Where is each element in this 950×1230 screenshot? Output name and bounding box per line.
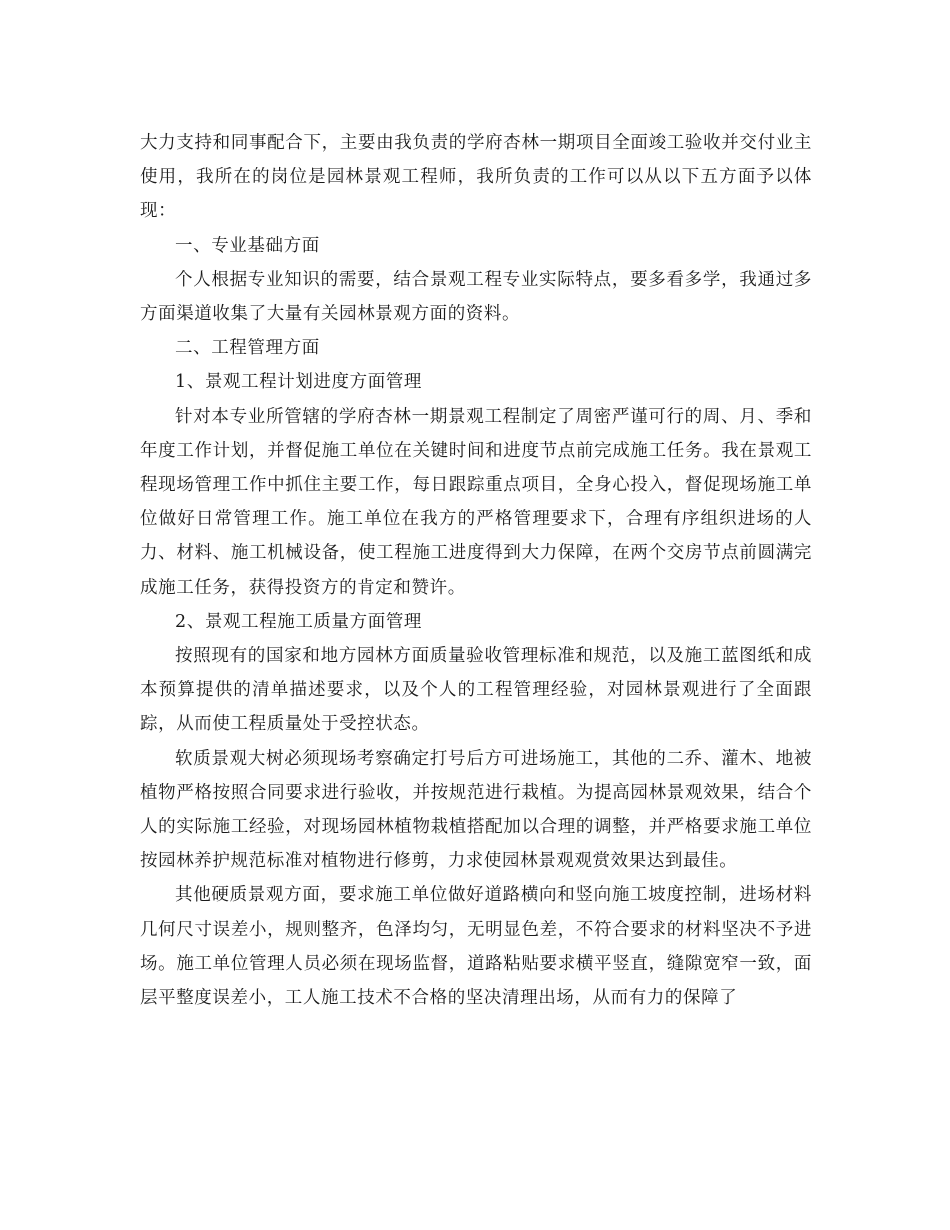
paragraph-schedule-management: 针对本专业所管辖的学府杏林一期景观工程制定了周密严谨可行的周、月、季和年度工作计划，并督促施工单位在关键时间和进度节点前完成施工任务。我在景观工程现场管理工作中抓住主要工作，每日跟踪重点项目，全身心投入，督促现场施工单位做好日常管理工作。施工单位在我方的严格管理要求下，合理有序组织进场的人力、材料、施工机械设备，使工程施工进度得到大力保障，在两个交房节点前圆满完成施工任务，获得投资方的肯定和赞许。 (140, 406, 812, 598)
subheading-quality-management: 2、景观工程施工质量方面管理 (175, 611, 423, 632)
paragraph-softscape: 软质景观大树必须现场考察确定打号后方可进场施工，其他的二乔、灌木、地被植物严格按照合同要求进行验收，并按规范进行栽植。为提高园林景观效果，结合个人的实际施工经验，对现场园林植物栽植搭配加以合理的调整，并严格要求施工单位按园林养护规范标准对植物进行修剪，力求使园林景观观赏效果达到最佳。 (140, 748, 812, 872)
paragraph-intro: 大力支持和同事配合下，主要由我负责的学府杏林一期项目全面竣工验收并交付业主使用，我所在的岗位是园林景观工程师，我所负责的工作可以从以下五方面予以体现： (140, 133, 812, 222)
section-heading-professional-basics: 一、专业基础方面 (175, 235, 320, 256)
paragraph-professional-basics: 个人根据专业知识的需要，结合景观工程专业实际特点，要多看多学，我通过多方面渠道收集了大量有关园林景观方面的资料。 (140, 269, 812, 325)
subheading-schedule-management: 1、景观工程计划进度方面管理 (175, 372, 423, 393)
paragraph-quality-standards: 按照现有的国家和地方园林方面质量验收管理标准和规范，以及施工蓝图纸和成本预算提供的清单描述要求，以及个人的工程管理经验，对园林景观进行了全面跟踪，从而使工程质量处于受控状态。 (140, 646, 812, 735)
document-body (140, 126, 812, 1015)
section-heading-project-management: 二、工程管理方面 (175, 338, 320, 359)
paragraph-hardscape: 其他硬质景观方面，要求施工单位做好道路横向和竖向施工坡度控制，进场材料几何尺寸误差小，规则整齐，色泽均匀，无明显色差，不符合要求的材料坚决不予进场。施工单位管理人员必须在现场监督，道路粘贴要求横平竖直，缝隙宽窄一致，面层平整度误差小，工人施工技术不合格的坚决清理出场，从而有力的保障了 (140, 885, 812, 1009)
